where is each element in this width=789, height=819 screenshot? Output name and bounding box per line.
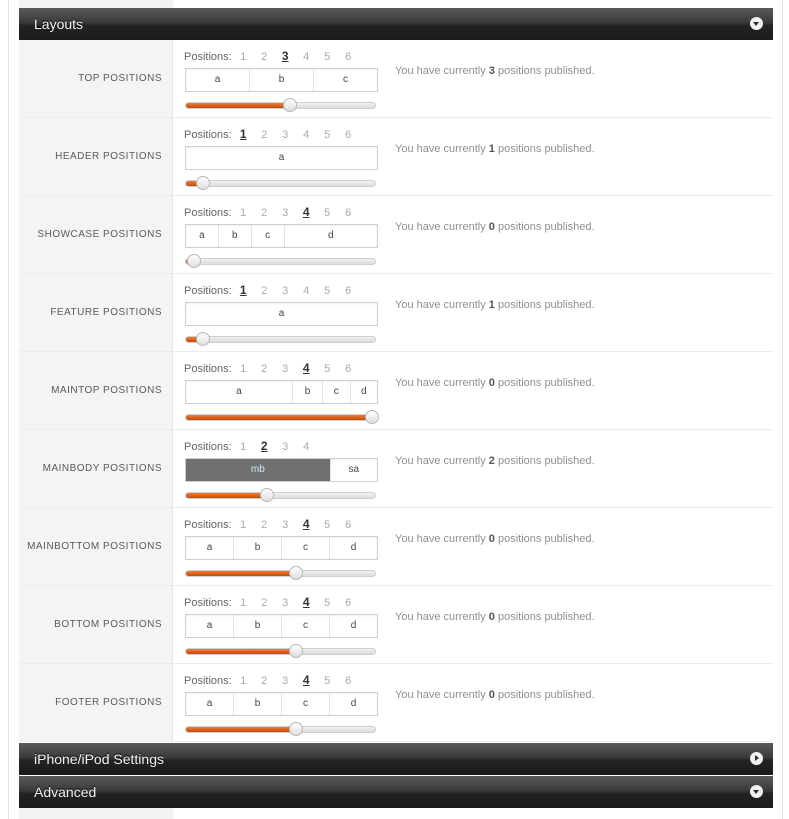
status-suffix: positions published. <box>497 689 595 701</box>
published-count: 3 <box>488 65 495 77</box>
positions-caption: Positions: <box>184 597 232 609</box>
row-label: TOP POSITIONS <box>19 40 173 117</box>
slider-fill <box>186 493 267 498</box>
position-count-option[interactable]: 5 <box>324 207 331 219</box>
position-blocks <box>185 302 378 326</box>
position-blocks <box>185 68 378 92</box>
width-slider[interactable] <box>185 414 376 421</box>
slider-handle[interactable] <box>289 644 303 658</box>
slider-handle[interactable] <box>283 98 297 112</box>
positions-caption: Positions: <box>184 51 232 63</box>
top-strip <box>19 0 773 8</box>
published-count: 0 <box>488 377 495 389</box>
position-block[interactable]: a <box>186 69 250 91</box>
positions-selector <box>184 205 359 219</box>
bottom-strip <box>19 808 773 819</box>
status-prefix: You have currently <box>395 533 486 545</box>
position-count-option[interactable]: 1 <box>240 675 247 687</box>
status-prefix: You have currently <box>395 611 486 623</box>
published-status <box>395 455 595 467</box>
width-slider[interactable] <box>185 492 376 499</box>
row-label: MAINBOTTOM POSITIONS <box>19 508 173 585</box>
position-blocks <box>185 692 378 716</box>
position-count-option[interactable]: 2 <box>261 129 268 141</box>
position-block[interactable]: a <box>278 152 285 163</box>
layout-row <box>19 664 773 742</box>
position-count-option[interactable]: 3 <box>282 675 289 687</box>
position-count-option[interactable]: 2 <box>261 675 268 687</box>
position-count-option[interactable]: 2 <box>261 51 268 63</box>
position-count-option[interactable]: 4 <box>302 673 310 687</box>
positions-caption: Positions: <box>184 519 232 531</box>
layout-rows <box>19 40 773 742</box>
position-count-option[interactable]: 1 <box>240 51 247 63</box>
position-count-option[interactable]: 4 <box>303 129 310 141</box>
slider-fill <box>186 415 372 420</box>
position-count-option[interactable]: 4 <box>302 205 310 219</box>
position-count-option[interactable]: 6 <box>345 51 352 63</box>
position-block[interactable]: d <box>328 230 334 241</box>
position-count-option[interactable]: 5 <box>324 51 331 63</box>
position-count-option[interactable]: 5 <box>324 675 331 687</box>
position-blocks <box>185 380 378 404</box>
position-count-option[interactable]: 5 <box>324 285 331 297</box>
published-count: 0 <box>488 689 495 701</box>
status-prefix: You have currently <box>395 65 486 77</box>
layout-row <box>19 196 773 274</box>
position-count-option[interactable]: 2 <box>261 597 268 609</box>
position-count-option[interactable]: 5 <box>324 129 331 141</box>
width-slider[interactable] <box>185 726 376 733</box>
status-prefix: You have currently <box>395 455 486 467</box>
position-count-option[interactable]: 5 <box>324 519 331 531</box>
position-block[interactable]: mb <box>186 459 331 481</box>
slider-handle[interactable] <box>365 410 379 424</box>
published-status <box>395 143 595 155</box>
expand-arrow-icon[interactable] <box>750 752 763 765</box>
published-count: 0 <box>488 611 495 623</box>
layout-row <box>19 508 773 586</box>
position-count-option[interactable]: 3 <box>282 285 289 297</box>
position-count-option[interactable]: 6 <box>345 597 352 609</box>
published-status <box>395 65 595 77</box>
row-label: SHOWCASE POSITIONS <box>19 196 173 273</box>
positions-caption: Positions: <box>184 675 232 687</box>
row-label: FEATURE POSITIONS <box>19 274 173 351</box>
position-count-option[interactable]: 4 <box>303 51 310 63</box>
layouts-section-title: Layouts <box>34 16 84 32</box>
position-count-option[interactable]: 2 <box>261 363 268 375</box>
status-prefix: You have currently <box>395 221 486 233</box>
width-slider[interactable] <box>185 258 376 265</box>
position-block[interactable]: b <box>250 69 314 91</box>
slider-handle[interactable] <box>289 722 303 736</box>
positions-selector <box>184 283 359 297</box>
collapse-arrow-icon[interactable] <box>750 17 763 30</box>
layout-row <box>19 430 773 508</box>
position-block[interactable]: a <box>186 693 234 715</box>
position-block[interactable]: sa <box>348 464 360 475</box>
position-blocks <box>185 458 378 482</box>
layout-row <box>19 118 773 196</box>
published-count: 1 <box>488 299 495 311</box>
position-count-option[interactable]: 1 <box>239 127 247 141</box>
position-count-option[interactable]: 3 <box>282 207 289 219</box>
slider-handle[interactable] <box>187 254 201 268</box>
position-count-option[interactable]: 3 <box>282 129 289 141</box>
status-suffix: positions published. <box>497 533 595 545</box>
published-status <box>395 377 595 389</box>
slider-fill <box>186 571 296 576</box>
status-suffix: positions published. <box>497 455 595 467</box>
row-label: MAINTOP POSITIONS <box>19 352 173 429</box>
published-count: 2 <box>488 455 495 467</box>
advanced-section-header[interactable] <box>19 776 773 808</box>
positions-selector <box>184 595 359 609</box>
slider-handle[interactable] <box>196 332 210 346</box>
position-count-option[interactable]: 2 <box>260 439 268 453</box>
status-suffix: positions published. <box>497 143 595 155</box>
positions-caption: Positions: <box>184 441 232 453</box>
position-block[interactable]: b <box>234 537 282 559</box>
slider-fill <box>186 727 296 732</box>
positions-selector <box>184 439 317 453</box>
positions-caption: Positions: <box>184 363 232 375</box>
position-block[interactable]: d <box>350 620 357 631</box>
published-status <box>395 689 595 701</box>
iphone-section-header[interactable] <box>19 743 773 775</box>
position-count-option[interactable]: 6 <box>345 363 352 375</box>
layout-row <box>19 40 773 118</box>
status-prefix: You have currently <box>395 689 486 701</box>
position-count-option[interactable]: 3 <box>282 441 289 453</box>
position-block[interactable]: a <box>278 308 285 319</box>
layout-row <box>19 586 773 664</box>
positions-selector <box>184 49 359 63</box>
position-count-option[interactable]: 1 <box>240 207 247 219</box>
status-prefix: You have currently <box>395 377 486 389</box>
position-count-option[interactable]: 4 <box>302 361 310 375</box>
position-block[interactable]: d <box>350 698 357 709</box>
position-count-option[interactable]: 6 <box>345 285 352 297</box>
status-prefix: You have currently <box>395 143 486 155</box>
position-block[interactable]: a <box>186 381 293 403</box>
positions-caption: Positions: <box>184 129 232 141</box>
layouts-section-header[interactable] <box>19 8 773 40</box>
slider-fill <box>186 649 296 654</box>
width-slider[interactable] <box>185 102 376 109</box>
position-count-option[interactable]: 6 <box>345 675 352 687</box>
layout-row <box>19 352 773 430</box>
published-count: 0 <box>488 221 495 233</box>
position-count-option[interactable]: 1 <box>240 363 247 375</box>
position-block[interactable]: c <box>323 381 350 403</box>
position-count-option[interactable]: 1 <box>240 441 247 453</box>
positions-caption: Positions: <box>184 285 232 297</box>
position-block[interactable]: c <box>282 615 330 637</box>
status-prefix: You have currently <box>395 299 486 311</box>
position-count-option[interactable]: 4 <box>302 595 310 609</box>
position-count-option[interactable]: 4 <box>302 517 310 531</box>
published-status <box>395 299 595 311</box>
position-blocks <box>185 224 378 248</box>
positions-selector <box>184 127 359 141</box>
position-block[interactable]: a <box>186 537 234 559</box>
slider-handle[interactable] <box>196 176 210 190</box>
position-block[interactable]: a <box>186 615 234 637</box>
positions-selector <box>184 361 359 375</box>
position-count-option[interactable]: 2 <box>261 207 268 219</box>
width-slider[interactable] <box>185 570 376 577</box>
width-slider[interactable] <box>185 648 376 655</box>
position-count-option[interactable]: 3 <box>282 519 289 531</box>
row-label: BOTTOM POSITIONS <box>19 586 173 663</box>
row-label: MAINBODY POSITIONS <box>19 430 173 507</box>
position-count-option[interactable]: 6 <box>345 207 352 219</box>
position-count-option[interactable]: 1 <box>240 597 247 609</box>
position-count-option[interactable]: 4 <box>303 285 310 297</box>
position-block[interactable]: b <box>234 615 282 637</box>
position-count-option[interactable]: 3 <box>281 49 289 63</box>
published-count: 0 <box>488 533 495 545</box>
row-label: FOOTER POSITIONS <box>19 664 173 741</box>
position-block[interactable]: b <box>234 693 282 715</box>
position-count-option[interactable]: 2 <box>261 285 268 297</box>
position-count-option[interactable]: 5 <box>324 597 331 609</box>
position-count-option[interactable]: 5 <box>324 363 331 375</box>
position-count-option[interactable]: 3 <box>282 597 289 609</box>
width-slider[interactable] <box>185 336 376 343</box>
position-block[interactable]: b <box>293 381 323 403</box>
layout-row <box>19 274 773 352</box>
position-count-option[interactable]: 3 <box>282 363 289 375</box>
position-count-option[interactable]: 6 <box>345 129 352 141</box>
advanced-section-title: Advanced <box>34 784 97 800</box>
slider-handle[interactable] <box>260 488 274 502</box>
published-status <box>395 221 595 233</box>
position-count-option[interactable]: 6 <box>345 519 352 531</box>
position-count-option[interactable]: 1 <box>240 519 247 531</box>
position-block[interactable]: d <box>350 542 357 553</box>
position-blocks <box>185 614 378 638</box>
position-count-option[interactable]: 1 <box>239 283 247 297</box>
positions-selector <box>184 673 359 687</box>
position-blocks <box>185 536 378 560</box>
position-count-option[interactable]: 2 <box>261 519 268 531</box>
position-block[interactable]: d <box>360 386 367 397</box>
position-block[interactable]: c <box>282 537 330 559</box>
collapse-arrow-icon[interactable] <box>750 785 763 798</box>
slider-handle[interactable] <box>289 566 303 580</box>
published-count: 1 <box>488 143 495 155</box>
status-suffix: positions published. <box>497 65 595 77</box>
positions-caption: Positions: <box>184 207 232 219</box>
position-block[interactable]: c <box>343 74 348 85</box>
position-block[interactable]: c <box>282 693 330 715</box>
status-suffix: positions published. <box>497 299 595 311</box>
iphone-section-title: iPhone/iPod Settings <box>34 751 164 767</box>
position-count-option[interactable]: 4 <box>303 441 310 453</box>
width-slider[interactable] <box>185 180 376 187</box>
status-suffix: positions published. <box>497 611 595 623</box>
position-blocks <box>185 146 378 170</box>
position-block[interactable]: b <box>219 225 252 247</box>
position-block[interactable]: c <box>252 225 285 247</box>
status-suffix: positions published. <box>497 221 595 233</box>
slider-fill <box>186 103 290 108</box>
row-label: HEADER POSITIONS <box>19 118 173 195</box>
status-suffix: positions published. <box>497 377 595 389</box>
published-status <box>395 533 595 545</box>
positions-selector <box>184 517 359 531</box>
published-status <box>395 611 595 623</box>
position-block[interactable]: a <box>186 225 219 247</box>
